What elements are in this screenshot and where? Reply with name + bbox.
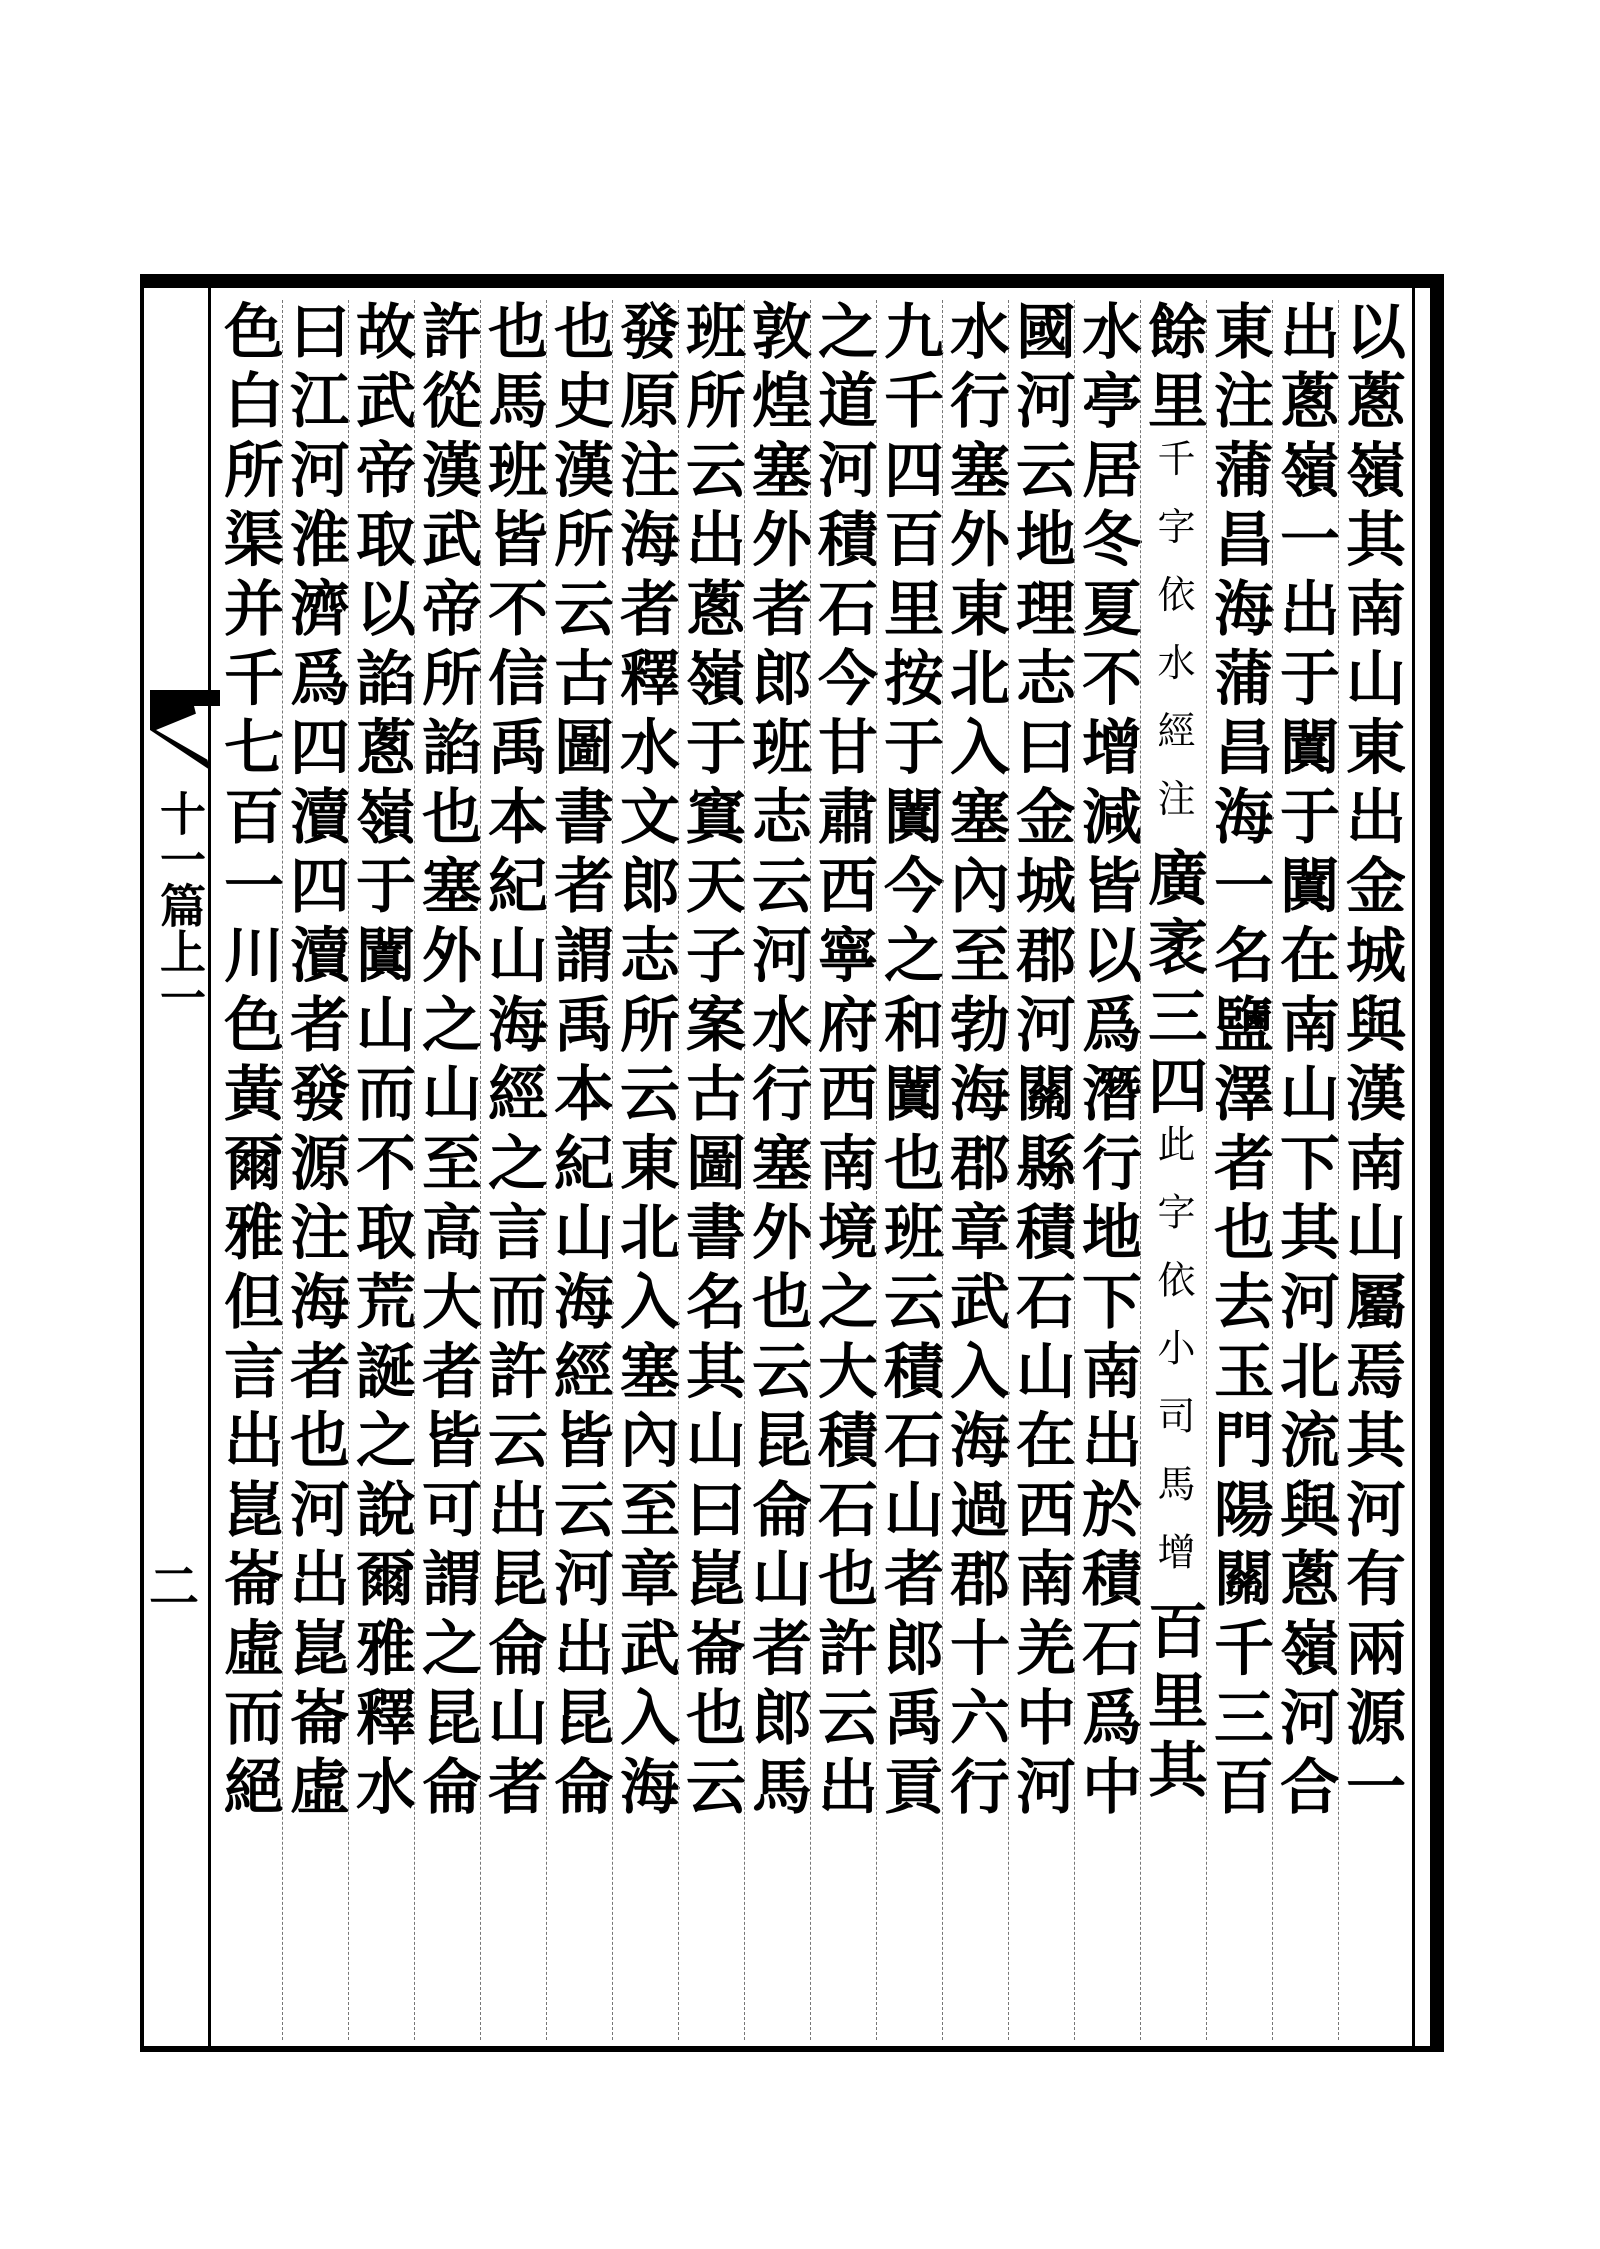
- column-text: 發原注海者釋水文郎志所云東北入塞內至章武入海: [610, 300, 680, 1825]
- text-column: [280, 300, 350, 2040]
- column-divider: [876, 300, 878, 2040]
- column-text: 水行塞外東北入塞內至勃海郡章武入海過郡十六行: [940, 300, 1010, 1825]
- text-column: [412, 300, 482, 2040]
- column-text: 故武帝取以諂蔥嶺于闐山而不取荒誕之說爾雅釋水: [346, 300, 416, 1825]
- text-column: [742, 300, 812, 2040]
- column-text: 也馬班皆不信禹本紀山海經之言而許云出昆侖山者: [478, 300, 548, 1825]
- gutter-page-number: 二: [141, 1560, 200, 1610]
- column-text: 廣袤三四: [1138, 846, 1208, 1124]
- text-column: [1270, 300, 1340, 2040]
- column-divider: [678, 300, 680, 2040]
- text-column: [544, 300, 614, 2040]
- column-divider: [1008, 300, 1010, 2040]
- column-divider: [546, 300, 548, 2040]
- column-divider: [942, 300, 944, 2040]
- column-text: 班所云出蔥嶺于窴天子案古圖書名其山曰崑崙也云: [676, 300, 746, 1825]
- frame-top-border: [140, 274, 1444, 288]
- column-divider: [744, 300, 746, 2040]
- column-divider: [810, 300, 812, 2040]
- text-column: [610, 300, 680, 2040]
- text-column: [1006, 300, 1076, 2040]
- column-text: 許從漢武帝所諂也塞外之山至高大者皆可謂之昆侖: [412, 300, 482, 1825]
- frame-left-border: [140, 274, 144, 2052]
- text-column: [676, 300, 746, 2040]
- column-divider: [414, 300, 416, 2040]
- text-column: [1138, 300, 1208, 2040]
- column-text: 百里其: [1138, 1599, 1208, 1808]
- text-column: [1204, 300, 1274, 2040]
- column-divider: [282, 300, 284, 2040]
- column-divider: [1074, 300, 1076, 2040]
- text-column: [346, 300, 416, 2040]
- text-column: [874, 300, 944, 2040]
- column-text: 國河云地理志曰金城郡河關縣積石山在西南羌中河: [1006, 300, 1076, 1825]
- column-text: 也史漢所云古圖書者謂禹本紀山海經皆云河出昆侖: [544, 300, 614, 1825]
- column-divider: [480, 300, 482, 2040]
- column-text: 東注蒲昌海蒲昌海一名鹽澤者也去玉門陽關千三百: [1204, 300, 1274, 1825]
- column-text: 敦煌塞外者郎班志云河水行塞外也云昆侖山者郎馬: [742, 300, 812, 1825]
- column-divider: [612, 300, 614, 2040]
- text-column: [214, 300, 284, 2040]
- column-divider: [348, 300, 350, 2040]
- column-divider: [1338, 300, 1340, 2040]
- fishtail-mark-icon: [150, 690, 220, 770]
- column-text: 曰江河淮濟爲四瀆四瀆者發源注海者也河出崑崙虛: [280, 300, 350, 1825]
- frame-right-border: [1430, 274, 1444, 2052]
- column-text: 以蔥嶺其南山東出金城與漢南山屬焉其河有兩源一: [1336, 300, 1406, 1825]
- text-column: [478, 300, 548, 2040]
- column-text: 出蔥嶺一出于闐于闐在南山下其河北流與蔥嶺河合: [1270, 300, 1340, 1825]
- annotation-note: 千字依水經注: [1151, 438, 1195, 847]
- column-text: 餘里: [1138, 300, 1208, 439]
- column-text: 水亭居冬夏不增減皆以爲潛行地下南出於積石爲中: [1072, 300, 1142, 1825]
- text-column: [940, 300, 1010, 2040]
- text-column: [1336, 300, 1406, 2040]
- text-column: [808, 300, 878, 2040]
- column-divider: [1272, 300, 1274, 2040]
- inner-right-border: [1412, 288, 1415, 2046]
- annotation-note: 此字依小司馬增: [1151, 1123, 1195, 1600]
- text-column: [1072, 300, 1142, 2040]
- frame-bottom-border: [140, 2046, 1444, 2052]
- gutter-title: 十一篇上一: [153, 790, 207, 1020]
- column-text: 色白所渠并千七百一川色黃爾雅但言出崑崙虛而絕: [214, 300, 284, 1825]
- column-text: 九千四百里按于闐今之和闐也班云積石山者郎禹貢: [874, 300, 944, 1825]
- gutter-divider: [208, 288, 211, 2046]
- column-text: 之道河積石今甘肅西寧府西南境之大積石也許云出: [808, 300, 878, 1825]
- column-divider: [1140, 300, 1142, 2040]
- column-divider: [1206, 300, 1208, 2040]
